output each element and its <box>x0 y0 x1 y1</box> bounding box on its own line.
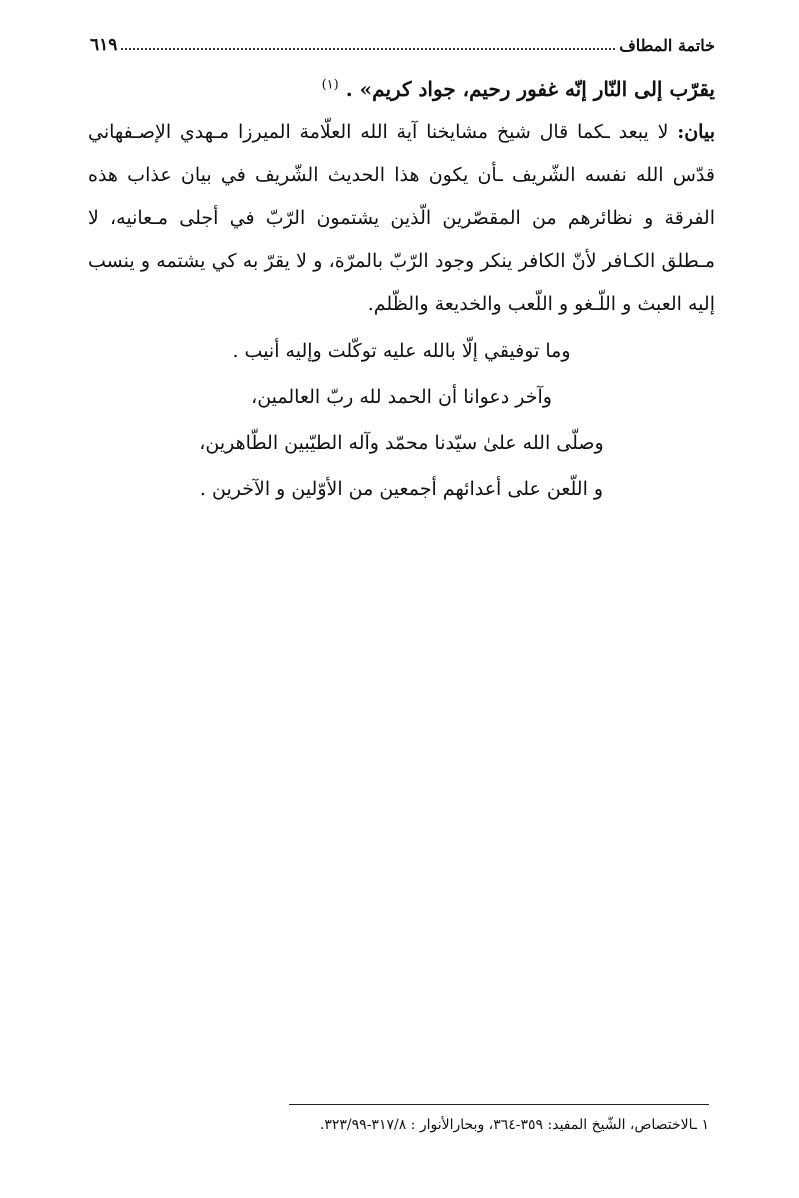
closing-line: و اللّعن على أعدائهم أجمعين من الأوّلين و الآخرين . <box>199 478 604 500</box>
quote-line <box>88 68 715 111</box>
explanation-paragraph <box>88 111 715 326</box>
running-header <box>90 28 715 62</box>
quote-text: يقرّب إلى النّار إنّه غفور رحيم، جواد كريم» . <box>345 77 715 101</box>
closing-line: وآخر دعوانا أن الحمد لله ربّ العالمين، <box>251 386 552 408</box>
header-dot-leader <box>121 47 615 50</box>
page-number: ٦١٩ <box>90 35 118 55</box>
closing-block <box>88 328 715 512</box>
paragraph-lead: بيان: <box>677 121 715 143</box>
paragraph-text: لا يبعد ـكما قال شيخ مشايخنا آية الله العلّامة الميرزا مـهدي الإصـفهاني قدّس الله نفسه الشّريف ـأن يكون هذا الحديث الشّريف في بيان عذاب هذه الفرقة و نظائرهم من المقصّرين الّذين يشتمون الرّبّ في أجلى مـعانيه، لا مـطلق الكـافر لأنّ الكافر ينكر وجود الرّبّ بالمرّة، و لا يقرّ به كي يشتمه و ينسب إليه العبث و اللّـغو و اللّعب والخديعة والظّلم. <box>88 121 715 315</box>
header-title: خاتمة المطاف <box>619 35 715 55</box>
main-text <box>88 68 715 512</box>
closing-line: وما توفيقي إلّا بالله عليه توكّلت وإليه أنيب . <box>232 340 571 362</box>
footnote: ١ ـالاختصاص، الشّيخ المفيد: ٣٥٩-٣٦٤، وبحارالأنوار : ٣١٧/٨-٣٢٣/٩٩. <box>319 1117 709 1133</box>
footnote-divider <box>289 1104 709 1105</box>
footnote-reference: (١) <box>321 77 339 93</box>
closing-line: وصلّى الله علىٰ سيّدنا محمّد وآله الطيّبين الطّاهرين، <box>199 432 604 454</box>
